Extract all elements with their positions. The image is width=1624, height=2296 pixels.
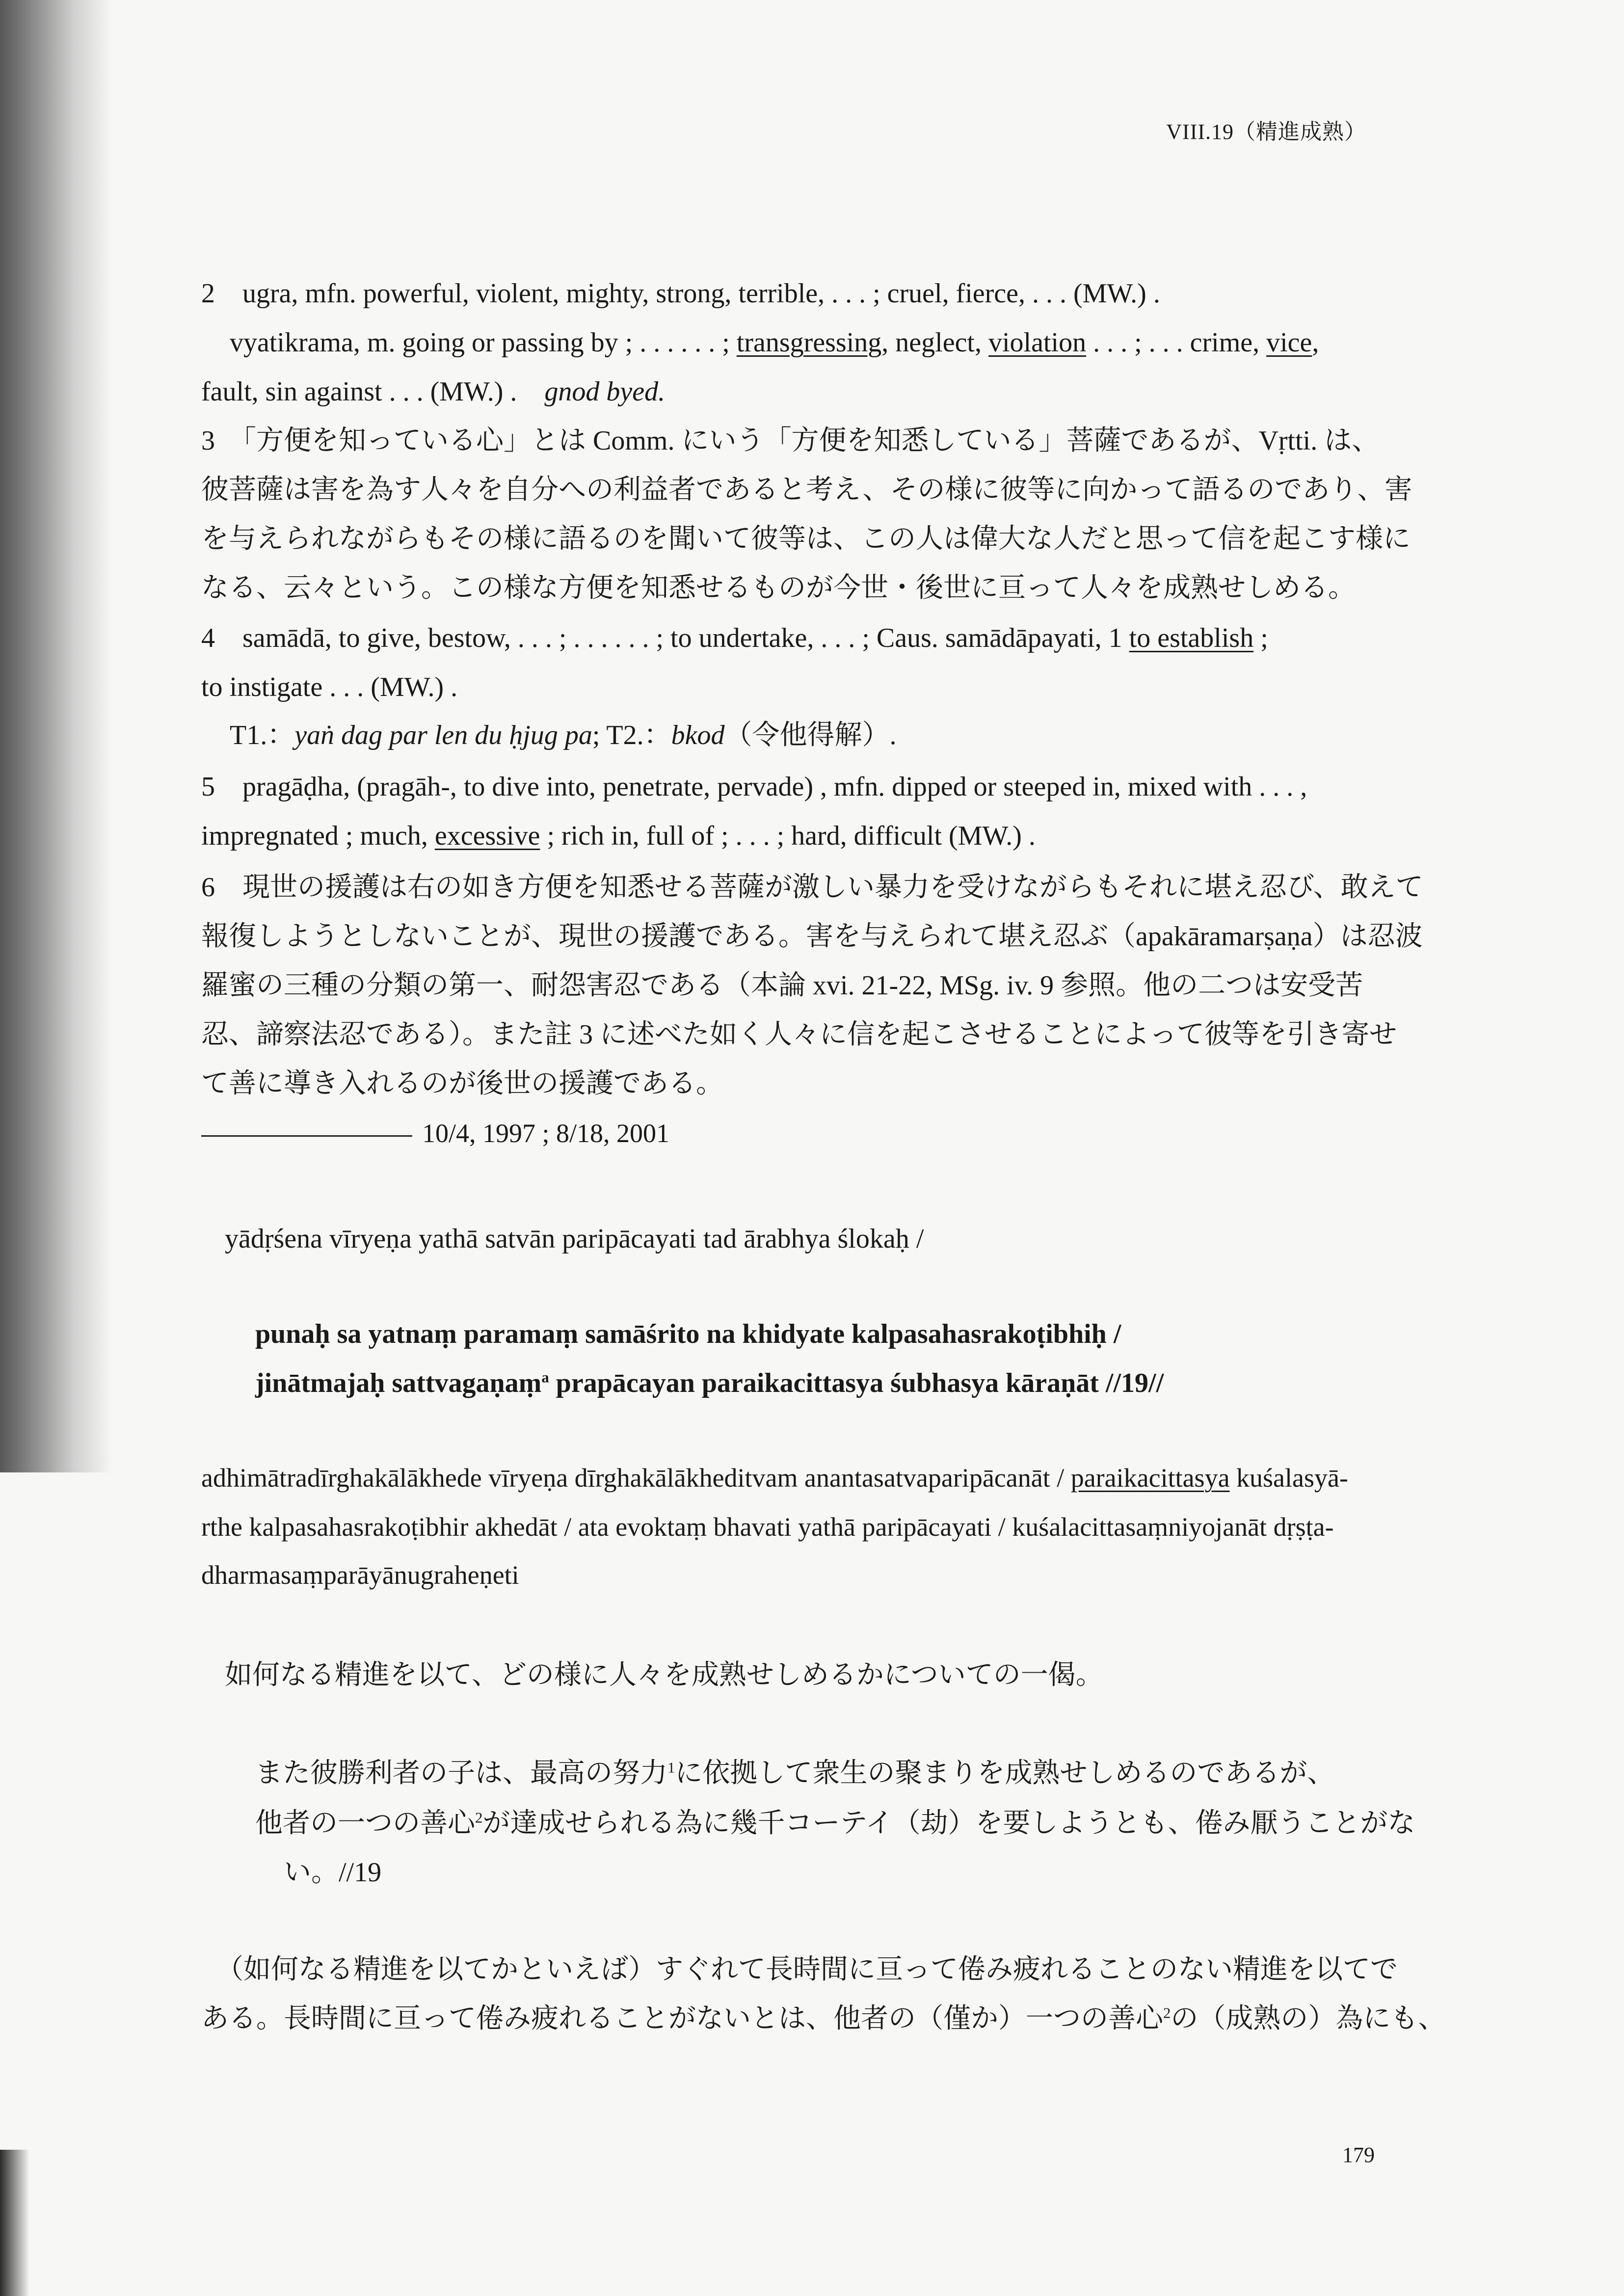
note-4-line-1: 4 samādā, to give, bestow, . . . ; . . . . . . ; to undertake, . . . ; Caus. samādāpayati, 1 to establish ;	[201, 623, 1268, 653]
sanskrit-commentary-2: rthe kalpasahasrakoṭibhir akhedāt / ata evoktaṃ bhavati yathā paripācayati / kuśalacittasaṃniyojanāt dṛṣṭa-	[201, 1512, 1334, 1542]
note-2-line-3: fault, sin against . . . (MW.) . gnod byed.	[201, 376, 666, 407]
note-5-line-1: 5 pragāḍha, (pragāh-, to dive into, penetrate, pervade) , mfn. dipped or steeped in, mixed with . . . ,	[201, 772, 1307, 802]
sanskrit-commentary-3: dharmasaṃparāyānugraheṇeti	[201, 1560, 519, 1590]
horizontal-rule	[201, 1135, 412, 1137]
note-6-line-2: 報復しようとしないことが、現世の援護である。害を与えられて堪え忍ぶ（apakāramarṣaṇa）は忍波	[201, 921, 1423, 952]
translation-verse-2: 他者の一つの善心$^2$が達成せられる為に幾千コーテイ（劫）を要しようとも、倦み厭うことがな	[255, 1808, 1415, 1839]
note-4-line-3: T1.：yaṅ dag par len du ḥjug pa; T2.：bkod（令他得解）.	[230, 720, 897, 750]
sanskrit-commentary-1: adhimātradīrghakālākhede vīryeṇa dīrghakālākheditvam anantasatvaparipācanāt / paraikacittasya kuśalasyā-	[201, 1463, 1348, 1493]
sanskrit-verse-2: jinātmajaḥ sattvagaṇaṃ$^a$ prapācayan paraikacittasya śubhasya kāraṇāt //19//	[255, 1368, 1164, 1398]
page-number: 179	[1342, 2143, 1375, 2167]
note-6-line-4: 忍、諦察法忍である）。また註 3 に述べた如く人々に信を起こさせることによって彼等を引き寄せ	[201, 1019, 1397, 1050]
note-4-line-2: to instigate . . . (MW.) .	[201, 672, 458, 702]
note-6-line-3: 羅蜜の三種の分類の第一、耐怨害忍である（本論 xvi. 21-22, MSg. iv. 9 参照。他の二つは安受苦	[201, 970, 1363, 1001]
note-6-line-1: 6 現世の援護は右の如き方便を知悉せる菩薩が激しい暴力を受けながらもそれに堪え忍び、敢えて	[201, 872, 1423, 903]
note-2-line-2: vyatikrama, m. going or passing by ; . . . . . . ; transgressing, neglect, violation . . . ; . . . crime, vice,	[230, 327, 1319, 358]
note-3-line-4: なる、云々という。この様な方便を知悉せるものが今世・後世に亘って人々を成熟せしめる。	[201, 573, 1356, 603]
scan-shadow	[0, 0, 113, 1472]
note-3-line-1: 3 「方便を知っている心」とは Comm. にいう「方便を知悉している」菩薩であるが、Vṛtti. は、	[201, 426, 1380, 456]
translation-commentary-2: ある。長時間に亘って倦み疲れることがないとは、他者の（僅か）一つの善心$^2$の（成熟の）為にも、	[201, 2003, 1446, 2034]
translation-title: 如何なる精進を以て、どの様に人々を成熟せしめるかについての一偈。	[225, 1660, 1103, 1690]
translation-commentary-1: （如何なる精進を以てかといえば）すぐれて長時間に亘って倦み疲れることのない精進を以てで	[216, 1954, 1398, 1985]
date-line: 10/4, 1997 ; 8/18, 2001	[201, 1120, 669, 1147]
scan-shadow-bottom	[0, 2150, 29, 2296]
translation-verse-3: い。//19	[284, 1857, 382, 1888]
sanskrit-verse-1: punaḥ sa yatnaṃ paramaṃ samāśrito na khidyate kalpasahasrakoṭibhiḥ /	[255, 1319, 1121, 1349]
note-6-line-5: て善に導き入れるのが後世の援護である。	[201, 1068, 723, 1099]
translation-verse-1: また彼勝利者の子は、最高の努力$^1$に依拠して衆生の聚まりを成熟せしめるのであるが、	[255, 1758, 1335, 1789]
note-3-line-2: 彼菩薩は害を為す人々を自分への利益者であると考え、その様に彼等に向かって語るのであり、害	[201, 475, 1412, 505]
note-5-line-2: impregnated ; much, excessive ; rich in, full of ; . . . ; hard, difficult (MW.) .	[201, 821, 1036, 851]
sanskrit-intro: yādṛśena vīryeṇa yathā satvān paripācayati tad ārabhya ślokaḥ /	[225, 1224, 924, 1254]
note-3-line-3: を与えられながらもその様に語るのを聞いて彼等は、この人は偉大な人だと思って信を起こす様に	[201, 524, 1411, 554]
note-2-line-1: 2 ugra, mfn. powerful, violent, mighty, strong, terrible, . . . ; cruel, fierce, . . . (MW.) .	[201, 278, 1160, 309]
running-header: VIII.19（精進成熟）	[1166, 120, 1366, 144]
